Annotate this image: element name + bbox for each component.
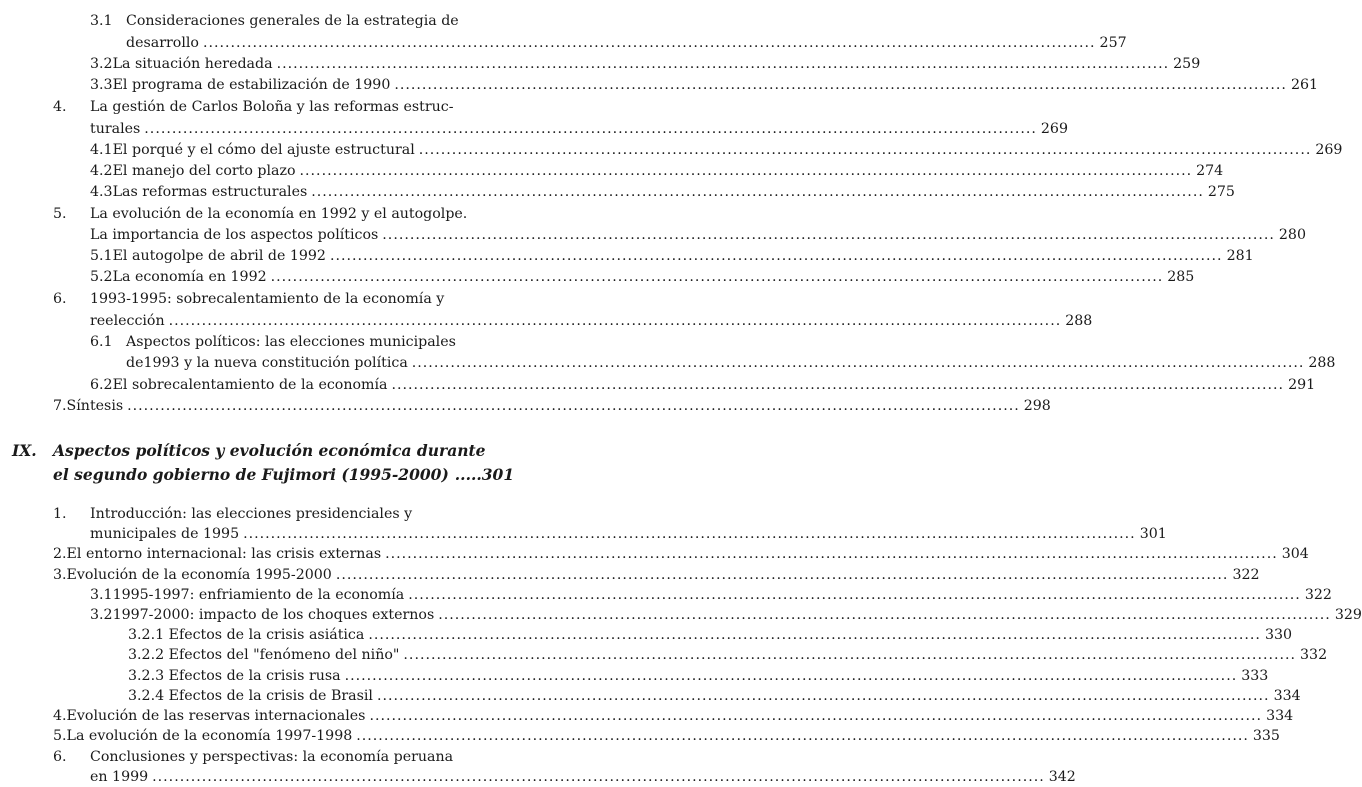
toc-entry-4-2	[90, 162, 1224, 181]
entry-number: 7.	[53, 398, 67, 414]
page-number: 275	[1207, 184, 1235, 200]
page-number: 342	[1048, 768, 1076, 785]
dot-leader	[394, 76, 1287, 95]
entry-title: El entorno internacional: las crisis externas	[66, 546, 382, 563]
entry-title: 3.2.4 Efectos de la crisis de Brasil	[128, 687, 373, 704]
dot-leader	[300, 162, 1193, 181]
page-number: 261	[1290, 77, 1319, 93]
toc-entry-7	[53, 397, 1051, 416]
entry-title: Aspectos políticos: las elecciones municipales	[126, 334, 456, 350]
toc-entry-6-1-line2	[126, 354, 1336, 373]
toc-entry-3-2	[90, 55, 1201, 74]
entry-number: 3.2	[90, 607, 113, 623]
entry-number: 6.	[53, 291, 67, 307]
toc-entry-ix-3-1	[90, 586, 1332, 605]
page-number: 330	[1264, 627, 1293, 644]
page-number: 298	[1023, 398, 1051, 414]
entry-title: 1995-1997: enfriamiento de la economía	[112, 586, 405, 603]
dot-leader	[330, 247, 1223, 266]
entry-title: 1997-2000: impacto de los choques externos	[112, 607, 435, 623]
entry-title: 3.2.1 Efectos de la crisis asiática	[128, 627, 365, 644]
page-number: 334	[1273, 687, 1301, 704]
entry-title-cont: municipales de 1995	[90, 526, 240, 543]
toc-entry-3-1-line1	[90, 12, 459, 31]
toc-entry-ix-4	[53, 707, 1294, 726]
page-number: 257	[1099, 35, 1127, 51]
entry-title: 3.2.2 Efectos del "fenómeno del niño"	[128, 647, 400, 664]
entry-number: 4.1	[90, 142, 113, 158]
entry-number: 5.1	[90, 248, 113, 264]
page-number: 332	[1300, 647, 1328, 664]
entry-title: Introducción: las elecciones presidenciales y	[90, 506, 413, 522]
entry-number: 6.1	[90, 334, 113, 350]
entry-title: El porqué y el cómo del ajuste estructural	[112, 142, 415, 158]
toc-entry-ix-3-2-3	[128, 667, 1269, 686]
dot-leader	[271, 268, 1164, 287]
dot-leader	[377, 687, 1270, 706]
page-number: 335	[1252, 728, 1280, 745]
entry-number: 4.	[53, 708, 67, 724]
toc-entry-5-2	[90, 268, 1195, 287]
toc-entry-ix-3-2-1	[128, 626, 1293, 645]
toc-entry-6-1-line1	[90, 333, 456, 352]
entry-title: La evolución de la economía 1997-1998	[66, 728, 353, 745]
entry-title-cont: en 1999	[90, 768, 149, 785]
dot-leader	[369, 707, 1262, 726]
toc-entry-ix-6-line1	[53, 748, 453, 767]
toc-entry-ix-3	[53, 566, 1260, 585]
chapter-page-number: 301	[481, 465, 515, 484]
entry-title: Evolución de las reservas internacionales	[66, 708, 366, 724]
page-number: 329	[1334, 607, 1362, 623]
toc-entry-6-line2	[90, 312, 1093, 331]
entry-title-cont: turales	[90, 121, 141, 137]
toc-entry-ix-6-line2	[90, 768, 1076, 787]
entry-title: 1993-1995: sobrecalentamiento de la economía y	[90, 291, 445, 307]
entry-title: 3.2.3 Efectos de la crisis rusa	[128, 667, 341, 684]
entry-number: 3.1	[90, 13, 113, 29]
dot-leader	[311, 183, 1204, 202]
entry-number: 3.	[53, 566, 67, 583]
chapter-number: IX.	[12, 441, 37, 460]
dot-leader	[403, 646, 1296, 665]
entry-number: 5.2	[90, 269, 113, 285]
dot-leader	[169, 312, 1062, 331]
dot-leader	[385, 545, 1278, 564]
dot-leader	[243, 525, 1136, 544]
toc-entry-5-line2	[90, 226, 1306, 245]
toc-entry-4-3	[90, 183, 1235, 202]
page-number: 280	[1278, 227, 1306, 243]
entry-title: El manejo del corto plazo	[112, 163, 296, 179]
toc-entry-3-1-line2	[126, 34, 1127, 53]
entry-title: La gestión de Carlos Boloña y las reformas estruc-	[90, 99, 454, 115]
toc-entry-4-line1	[53, 98, 454, 117]
entry-number: 4.3	[90, 184, 113, 200]
entry-title-cont: de1993 y la nueva constitución política	[126, 355, 408, 371]
page-number: 322	[1304, 586, 1332, 603]
toc-entry-5-1	[90, 247, 1254, 266]
page-number: 269	[1040, 121, 1068, 137]
entry-title: Conclusiones y perspectivas: la economía peruana	[90, 748, 454, 765]
toc-entry-ix-3-2-2	[128, 646, 1328, 665]
toc-entry-ix-2	[53, 545, 1309, 564]
page-number: 333	[1241, 667, 1269, 684]
dot-leader	[127, 397, 1020, 416]
entry-number: 4.	[53, 99, 67, 115]
page-number: 285	[1167, 269, 1195, 285]
entry-number: 5.	[53, 206, 67, 222]
entry-title: Síntesis	[66, 398, 124, 414]
entry-number: 6.2	[90, 377, 113, 393]
toc-entry-6-line1	[53, 290, 444, 309]
page-number: 334	[1266, 708, 1294, 724]
toc-entry-ix-3-2-4	[128, 687, 1301, 706]
entry-title: El programa de estabilización de 1990	[112, 77, 391, 93]
toc-entry-5-line1	[53, 205, 467, 224]
toc-entry-ix-1-line2	[90, 525, 1167, 544]
chapter-heading-line2	[53, 464, 515, 486]
dot-leader	[391, 376, 1284, 395]
dot-leader	[356, 727, 1249, 746]
entry-number: 4.2	[90, 163, 113, 179]
dot-leader	[144, 120, 1037, 139]
page-number: 288	[1308, 355, 1336, 371]
chapter-title: Aspectos políticos y evolución económica durante	[53, 441, 486, 460]
chapter-dot-leader: .....	[454, 465, 482, 484]
dot-leader	[438, 606, 1331, 625]
toc-entry-4-line2	[90, 120, 1068, 139]
entry-title: Evolución de la economía 1995-2000	[66, 566, 332, 583]
toc-entry-ix-3-2	[90, 606, 1362, 625]
entry-title-cont: La importancia de los aspectos políticos	[90, 227, 379, 243]
entry-title-cont: desarrollo	[126, 35, 199, 51]
chapter-heading-line1	[0, 440, 497, 462]
dot-leader	[336, 566, 1229, 585]
toc-entry-ix-1-line1	[53, 505, 412, 524]
entry-title: La situación heredada	[112, 56, 273, 72]
entry-number: 3.1	[90, 586, 113, 603]
entry-title: Las reformas estructurales	[112, 184, 308, 200]
page-number: 322	[1232, 566, 1260, 583]
dot-leader	[408, 586, 1301, 605]
entry-title: El autogolpe de abril de 1992	[112, 248, 326, 264]
entry-number: 3.3	[90, 77, 113, 93]
dot-leader	[277, 55, 1170, 74]
toc-entry-ix-5	[53, 727, 1280, 746]
dot-leader	[382, 226, 1275, 245]
entry-title: La evolución de la economía en 1992 y el autogolpe.	[90, 206, 468, 222]
page-number: 269	[1315, 142, 1343, 158]
entry-title: Consideraciones generales de la estrategia de	[126, 13, 459, 29]
chapter-title-cont: el segundo gobierno de Fujimori (1995-2000)	[53, 465, 449, 484]
dot-leader	[368, 626, 1261, 645]
page-number: 288	[1065, 313, 1093, 329]
page-number: 291	[1288, 377, 1316, 393]
dot-leader	[419, 141, 1312, 160]
dot-leader	[152, 768, 1045, 787]
entry-number: 6.	[53, 748, 67, 765]
entry-number: 5.	[53, 728, 67, 745]
entry-title-cont: reelección	[90, 313, 165, 329]
toc-entry-3-3	[90, 76, 1319, 95]
page-number: 304	[1281, 546, 1309, 563]
toc-entry-4-1	[90, 141, 1343, 160]
entry-title: El sobrecalentamiento de la economía	[112, 377, 388, 393]
page-number: 274	[1196, 163, 1224, 179]
toc-entry-6-2	[90, 376, 1316, 395]
entry-number: 1.	[53, 506, 67, 522]
page-number: 301	[1139, 526, 1167, 543]
page-number: 281	[1226, 248, 1254, 264]
dot-leader	[203, 34, 1096, 53]
entry-number: 3.2	[90, 56, 113, 72]
page-number: 259	[1173, 56, 1201, 72]
entry-title: La economía en 1992	[112, 269, 267, 285]
dot-leader	[412, 354, 1305, 373]
entry-number: 2.	[53, 546, 67, 563]
dot-leader	[345, 667, 1238, 686]
